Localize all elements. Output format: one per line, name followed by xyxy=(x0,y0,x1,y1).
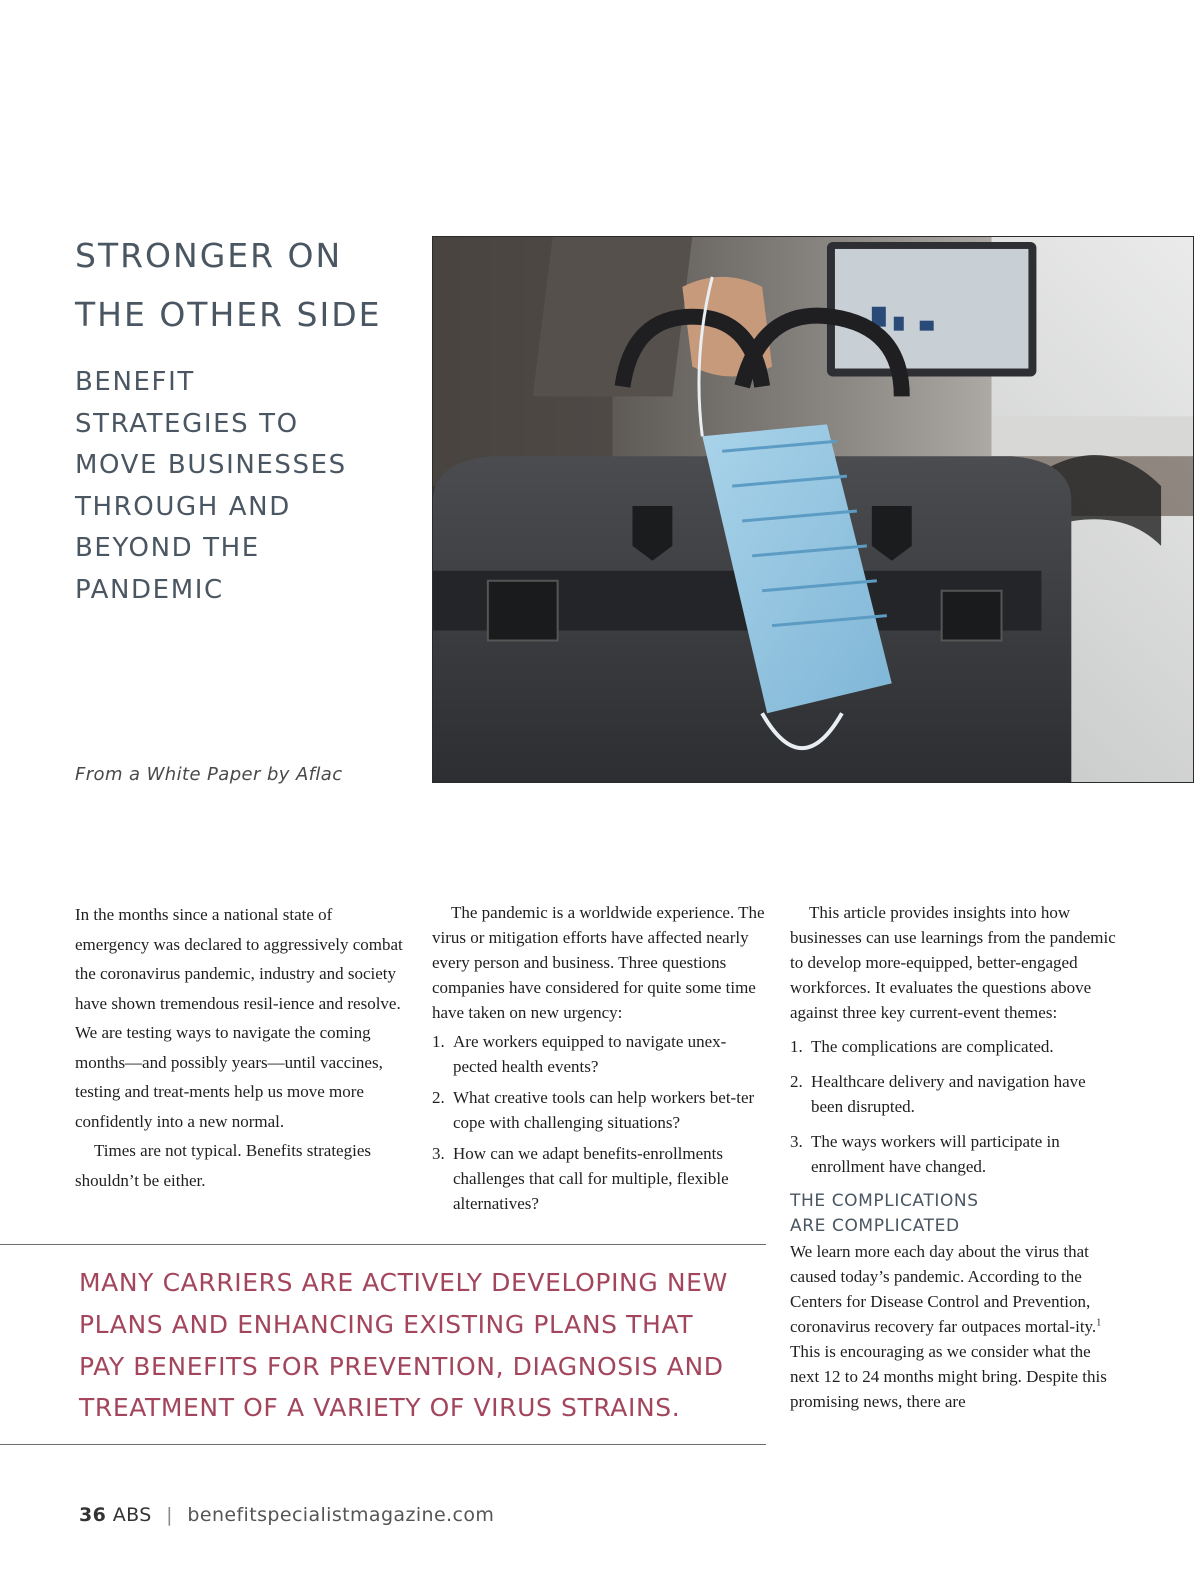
list-item xyxy=(432,1141,765,1216)
publication-name: ABS xyxy=(112,1504,152,1526)
pullquote-top-rule xyxy=(0,1244,766,1245)
body-column-1 xyxy=(75,900,405,1195)
body-column-3 xyxy=(790,900,1120,1414)
list-item xyxy=(432,1029,765,1079)
title-line-1: STRONGER ON xyxy=(75,236,343,275)
paragraph: The pandemic is a worldwide experience. The virus or mitigation efforts have affected nearly every person and business. Three questions companies have considered for quite some time have taken on new urgency: xyxy=(432,903,765,1022)
list-number: 3. xyxy=(790,1132,803,1151)
paragraph xyxy=(790,1239,1120,1414)
numbered-list xyxy=(790,1034,1120,1179)
list-number: 1. xyxy=(790,1037,803,1056)
subtitle-line: BEYOND THE xyxy=(75,533,260,564)
paragraph-text: This is encouraging as we consider what the next 12 to 24 months might bring. Despite this promising news, there are xyxy=(790,1342,1107,1411)
numbered-list xyxy=(432,1029,765,1216)
paragraph: In the months since a national state of emergency was declared to aggressively combat the coronavirus pandemic, industry and society have shown tremendous resil-ience and resolve. We are testing ways to navigate the coming months—and possibly years—until vaccines, testing and treat-ments help us move more confidently into a new normal. xyxy=(75,905,403,1131)
subhead-line: ARE COMPLICATED xyxy=(790,1216,960,1236)
subtitle-line: BENEFIT xyxy=(75,367,195,397)
article-title xyxy=(75,226,415,344)
pullquote-line: MANY CARRIERS ARE ACTIVELY DEVELOPING NEW xyxy=(79,1268,728,1297)
subtitle-line: STRATEGIES TO xyxy=(75,408,299,439)
section-subhead xyxy=(790,1189,1120,1239)
list-item-text: Are workers equipped to navigate unex-pected health events? xyxy=(453,1032,727,1076)
pullquote-bottom-rule xyxy=(0,1444,766,1445)
list-item-text: The ways workers will participate in enrollment have changed. xyxy=(811,1132,1060,1176)
title-line-2: THE OTHER SIDE xyxy=(75,295,382,334)
pullquote-line: PAY BENEFITS FOR PREVENTION, DIAGNOSIS AND xyxy=(79,1351,724,1381)
list-item-text: What creative tools can help workers bet-ter cope with challenging situations? xyxy=(453,1088,755,1132)
body-column-2 xyxy=(432,900,765,1222)
paragraph: Times are not typical. Benefits strategies shouldn’t be either. xyxy=(75,1141,371,1190)
subtitle-line: PANDEMIC xyxy=(75,574,224,605)
article-subtitle xyxy=(75,362,405,612)
list-item xyxy=(432,1085,765,1135)
list-number: 2. xyxy=(790,1072,803,1091)
list-item-text: The complications are complicated. xyxy=(811,1037,1054,1056)
pullquote-line: PLANS AND ENHANCING EXISTING PLANS THAT xyxy=(79,1309,694,1339)
list-item xyxy=(790,1129,1120,1179)
footer-separator: | xyxy=(166,1504,173,1526)
pullquote-line: TREATMENT OF A VARIETY OF VIRUS STRAINS. xyxy=(79,1393,681,1423)
subhead-line: THE COMPLICATIONS xyxy=(790,1191,979,1211)
footnote-marker: 1 xyxy=(1096,1317,1102,1329)
paragraph: This article provides insights into how businesses can use learnings from the pandemic to develop more-equipped, better-engaged workforces. It evaluates the questions above against three key current-event themes: xyxy=(790,903,1116,1022)
pull-quote xyxy=(79,1262,769,1429)
byline: From a White Paper by Aflac xyxy=(75,764,343,785)
hero-photo xyxy=(432,236,1194,783)
page-number: 36 xyxy=(79,1504,107,1526)
page-footer xyxy=(79,1504,494,1526)
list-number: 3. xyxy=(432,1144,445,1163)
website-link[interactable]: benefitspecialistmagazine.com xyxy=(187,1504,495,1526)
subtitle-line: MOVE BUSINESSES xyxy=(75,450,347,481)
list-item-text: How can we adapt benefits-enrollments challenges that call for multiple, flexible alternatives? xyxy=(453,1144,729,1213)
subtitle-line: THROUGH AND xyxy=(75,491,291,522)
list-item-text: Healthcare delivery and navigation have been disrupted. xyxy=(811,1072,1086,1116)
list-number: 2. xyxy=(432,1088,445,1107)
photo-bag-with-mask xyxy=(433,237,1193,782)
list-number: 1. xyxy=(432,1032,445,1051)
list-item xyxy=(790,1034,1120,1059)
paragraph-text: We learn more each day about the virus that caused today’s pandemic. According to the Centers for Disease Control and Prevention, coronavirus recovery far outpaces mortal-ity. xyxy=(790,1242,1097,1336)
list-item xyxy=(790,1069,1120,1119)
